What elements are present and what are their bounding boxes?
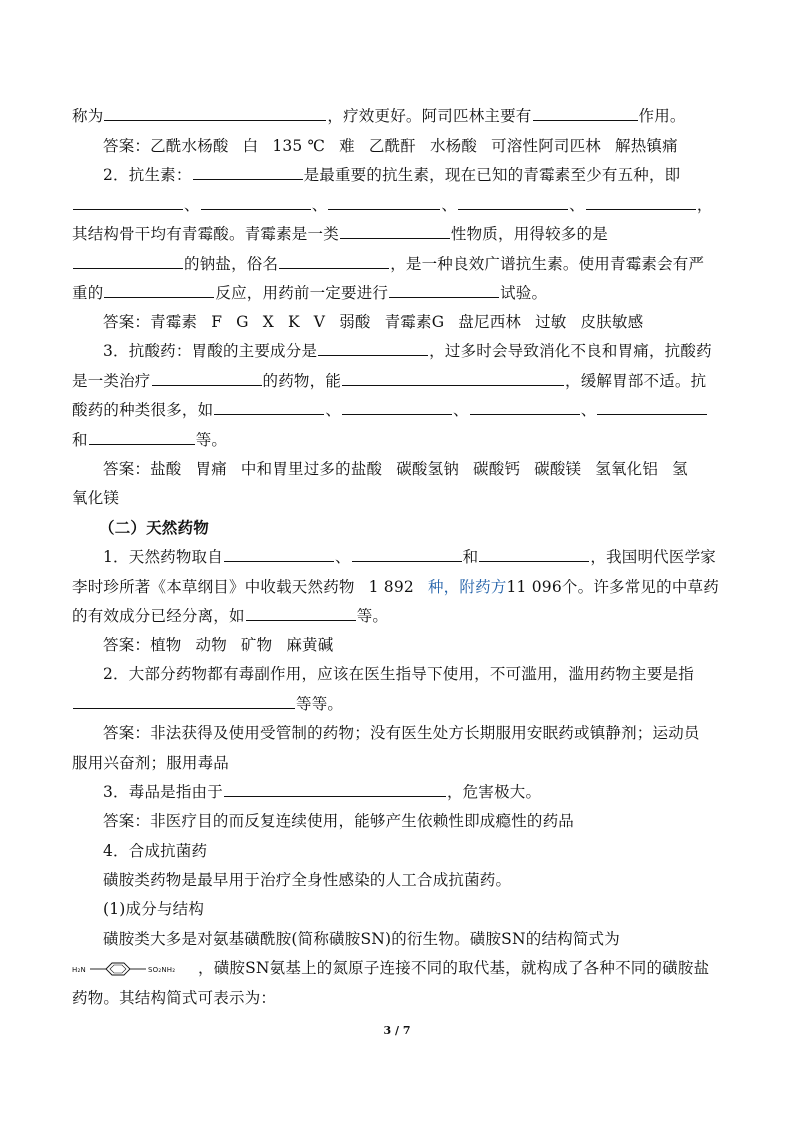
fill-blank[interactable] [340,224,450,239]
text-line: 、 、 、 、 ， [72,195,713,215]
answer-line: 答案：青霉素 F G X K V 弱酸 青霉素G 盘尼西林 过敏 皮肤敏感 [103,313,644,331]
text-line: H₂N SO₂NH₂ ，磺胺SN氨基上的氮原子连接不同的取代基，就构成了各种不同的磺胺盐 [72,959,710,977]
fill-blank[interactable] [104,283,214,298]
text-line: 是一类治疗 的药物，能 ，缓解胃部不适。抗 [72,372,707,390]
fill-blank[interactable] [318,341,428,356]
text-line: 和 等。 [72,431,228,449]
page-number: 3 / 7 [383,1024,411,1037]
text-line: 其结构骨干均有青霉酸。青霉素是一类 性物质，用得较多的是 [72,225,608,243]
fill-blank[interactable] [328,195,440,210]
text-line: 的钠盐，俗名 ，是一种良效广谱抗生素。使用青霉素会有严 [72,254,704,274]
text-line: (1)成分与结构 [103,900,205,918]
fill-blank[interactable] [89,430,195,445]
fill-blank[interactable] [193,165,303,180]
text-line: 4．合成抗菌药 [103,842,208,860]
fill-blank[interactable] [533,106,638,121]
answer-line: 答案：乙酰水杨酸 白 135 ℃ 难 乙酰酐 水杨酸 可溶性阿司匹林 解热镇痛 [103,137,678,155]
fill-blank[interactable] [73,694,295,709]
fill-blank[interactable] [586,195,696,210]
fill-blank[interactable] [342,400,452,415]
fill-blank[interactable] [279,254,389,269]
text-line: 磺胺类药物是最早用于治疗全身性感染的人工合成抗菌药。 [103,871,512,889]
text-line: 酸药的种类很多，如 、 、 、 [72,400,708,420]
structure-amine-label: H₂N [72,966,86,974]
text-line: 等等。 [72,694,343,714]
answer-line: 答案：非法获得及使用受管制的药物；没有医生处方长期服用安眠药或镇静剂；运动员 [103,724,700,742]
fill-blank[interactable] [104,106,326,121]
answer-line: 答案：非医疗目的而反复连续使用，能够产生依赖性即成瘾性的药品 [103,812,575,830]
text-line: 3．毒品是指由于 ，危害极大。 [103,783,542,801]
fill-blank[interactable] [73,254,183,269]
fill-blank[interactable] [470,400,580,415]
fill-blank[interactable] [73,195,183,210]
fill-blank[interactable] [224,547,334,562]
fill-blank[interactable] [246,606,356,621]
text-line: 磺胺类大多是对氨基磺酰胺(简称磺胺SN)的衍生物。磺胺SN的结构简式为 [103,930,620,948]
text-line: 重的 反应，用药前一定要进行 试验。 [72,284,548,302]
answer-line: 氧化镁 [72,489,120,507]
sulfanilamide-structure-icon [72,960,196,978]
text-line: 称为 ，疗效更好。阿司匹林主要有 作用。 [72,107,686,125]
text-line: 2．大部分药物都有毒副作用，应该在医生指导下使用，不可滥用，滥用药物主要是指 [103,665,694,683]
fill-blank[interactable] [201,195,311,210]
section-heading: （二）天然药物 [99,518,209,537]
answer-line: 答案：植物 动物 矿物 麻黄碱 [103,636,334,654]
text-line: 的有效成分已经分离，如 等。 [72,607,389,625]
fill-blank[interactable] [479,547,589,562]
structure-sulfonamide-label: SO₂NH₂ [148,966,176,974]
text-line: 1．天然药物取自 、 和 ，我国明代医学家 [103,548,716,566]
text-line: 3．抗酸药：胃酸的主要成分是 ，过多时会导致消化不良和胃痛，抗酸药 [103,342,712,360]
fill-blank[interactable] [389,283,499,298]
fill-blank[interactable] [214,400,324,415]
answer-line: 服用兴奋剂；服用毒品 [72,754,230,772]
fill-blank[interactable] [224,782,446,797]
text-line: 药物。其结构简式可表示为： [72,989,277,1007]
text-line: 李时珍所著《本草纲目》中收载天然药物 1 892 种，附药方11 096个。许多常见的中草药 [72,578,719,596]
fill-blank[interactable] [352,547,462,562]
fill-blank[interactable] [152,371,262,386]
answer-line: 答案：盐酸 胃痛 中和胃里过多的盐酸 碳酸氢钠 碳酸钙 碳酸镁 氢氧化铝 氢 [103,460,688,478]
fill-blank[interactable] [458,195,568,210]
fill-blank[interactable] [597,400,707,415]
text-line: 2．抗生素： 是最重要的抗生素，现在已知的青霉素至少有五种，即 [103,166,681,184]
fill-blank[interactable] [342,371,564,386]
